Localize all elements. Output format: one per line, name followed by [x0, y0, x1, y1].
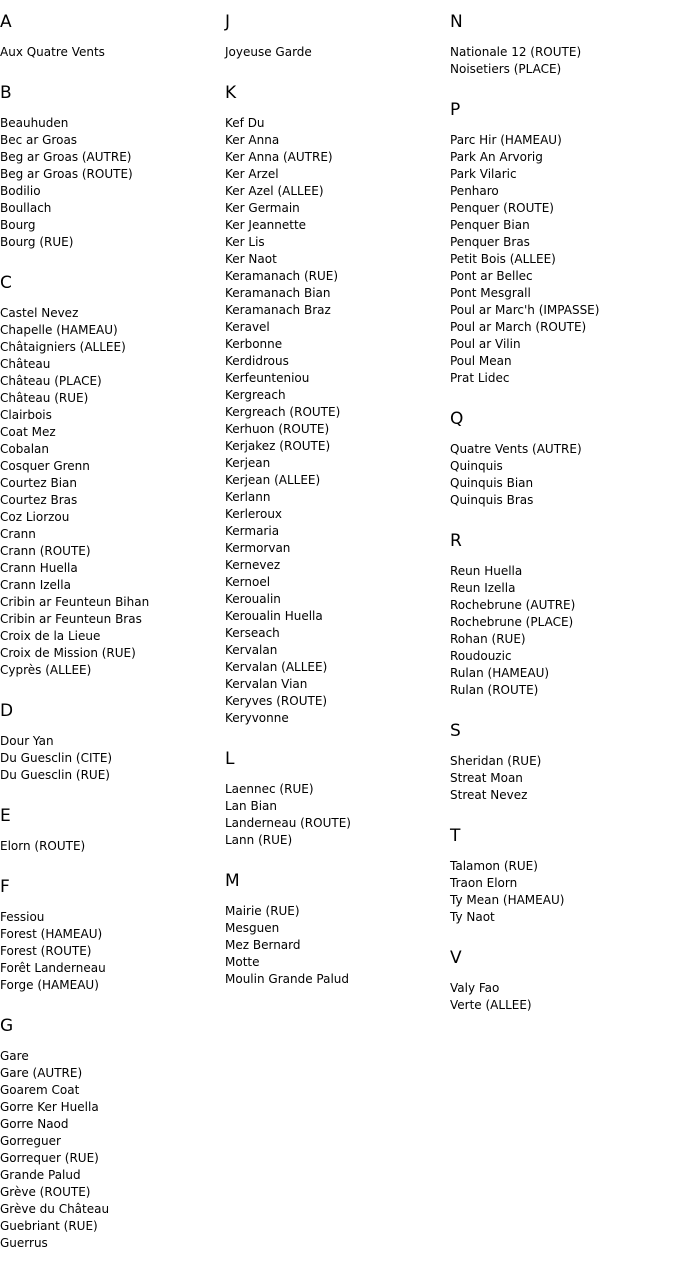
street-list	[0, 838, 225, 855]
letter-heading: V	[450, 948, 462, 968]
street-link[interactable]: Reun Huella	[450, 564, 523, 578]
street-link[interactable]: Ty Mean (HAMEAU)	[450, 893, 565, 907]
letter-heading: B	[0, 83, 12, 103]
street-list	[450, 980, 675, 1014]
street-list	[450, 441, 675, 509]
letter-section-n	[450, 12, 675, 78]
street-list	[0, 115, 225, 251]
letter-heading: P	[450, 100, 461, 120]
street-link[interactable]: Kerseach	[225, 626, 280, 640]
street-link[interactable]: Du Guesclin (RUE)	[0, 768, 110, 782]
street-list	[450, 858, 675, 926]
street-link[interactable]: Guerrus	[0, 1236, 48, 1250]
street-link[interactable]: Kerhuon (ROUTE)	[225, 422, 330, 436]
street-link[interactable]: Châtaigniers (ALLEE)	[0, 340, 126, 354]
street-link[interactable]: Bourg (RUE)	[0, 235, 74, 249]
street-link[interactable]: Pont Mesgrall	[450, 286, 531, 300]
street-link[interactable]: Forge (HAMEAU)	[0, 978, 99, 992]
street-link[interactable]: Kerjean	[225, 456, 271, 470]
street-link[interactable]: Ker Germain	[225, 201, 300, 215]
street-link[interactable]: Château	[0, 357, 51, 371]
letter-section-l	[225, 749, 450, 849]
letter-section-b	[0, 83, 225, 251]
street-list	[450, 563, 675, 699]
street-link[interactable]: Cribin ar Feunteun Bihan	[0, 595, 150, 609]
street-link[interactable]: Beg ar Groas (AUTRE)	[0, 150, 132, 164]
street-link[interactable]: Nationale 12 (ROUTE)	[450, 45, 582, 59]
street-link[interactable]: Kerleroux	[225, 507, 283, 521]
column-1	[0, 0, 225, 1274]
street-link[interactable]: Keroualin	[225, 592, 281, 606]
street-link[interactable]: Kef Du	[225, 116, 265, 130]
street-link[interactable]: Park An Arvorig	[450, 150, 543, 164]
street-list	[0, 1048, 225, 1252]
street-link[interactable]: Boullach	[0, 201, 52, 215]
column-3	[450, 0, 675, 1036]
letter-section-q	[450, 409, 675, 509]
street-link[interactable]: Kernevez	[225, 558, 281, 572]
street-link[interactable]: Chapelle (HAMEAU)	[0, 323, 118, 337]
street-link[interactable]: Kerlann	[225, 490, 271, 504]
street-link[interactable]: Penquer (ROUTE)	[450, 201, 554, 215]
street-link[interactable]: Clairbois	[0, 408, 52, 422]
letter-heading: C	[0, 273, 12, 293]
street-link[interactable]: Château (PLACE)	[0, 374, 102, 388]
street-list	[450, 44, 675, 78]
street-link[interactable]: Quatre Vents (AUTRE)	[450, 442, 582, 456]
column-2	[225, 0, 450, 1010]
street-link[interactable]: Lann (RUE)	[225, 833, 293, 847]
street-link[interactable]: Gare	[0, 1049, 29, 1063]
street-link[interactable]: Poul Mean	[450, 354, 512, 368]
street-list	[450, 753, 675, 804]
street-link[interactable]: Croix de Mission (RUE)	[0, 646, 136, 660]
letter-section-e	[0, 806, 225, 855]
street-link[interactable]: Ker Naot	[225, 252, 277, 266]
letter-heading: L	[225, 749, 235, 769]
letter-heading: G	[0, 1016, 14, 1036]
letter-heading: J	[225, 12, 231, 32]
street-link[interactable]: Penharo	[450, 184, 499, 198]
street-link[interactable]: Noisetiers (PLACE)	[450, 62, 562, 76]
street-link[interactable]: Gorreguer	[0, 1134, 61, 1148]
street-link[interactable]: Rochebrune (AUTRE)	[450, 598, 576, 612]
letter-heading: S	[450, 721, 461, 741]
street-link[interactable]: Kergreach	[225, 388, 286, 402]
street-link[interactable]: Courtez Bian	[0, 476, 77, 490]
street-link[interactable]: Ker Lis	[225, 235, 265, 249]
street-link[interactable]: Grève (ROUTE)	[0, 1185, 91, 1199]
street-link[interactable]: Motte	[225, 955, 260, 969]
street-link[interactable]: Keroualin Huella	[225, 609, 323, 623]
letter-section-p	[450, 100, 675, 387]
street-link[interactable]: Keryves (ROUTE)	[225, 694, 328, 708]
letter-heading: Q	[450, 409, 464, 429]
letter-section-m	[225, 871, 450, 988]
street-link[interactable]: Keramanach (RUE)	[225, 269, 339, 283]
street-link[interactable]: Keramanach Bian	[225, 286, 331, 300]
street-link[interactable]: Kervalan Vian	[225, 677, 308, 691]
street-link[interactable]: Cobalan	[0, 442, 49, 456]
street-link[interactable]: Kervalan (ALLEE)	[225, 660, 328, 674]
street-link[interactable]: Mairie (RUE)	[225, 904, 300, 918]
letter-heading: T	[450, 826, 461, 846]
street-link[interactable]: Forest (ROUTE)	[0, 944, 92, 958]
street-list	[225, 903, 450, 988]
letter-section-k	[225, 83, 450, 727]
letter-heading: K	[225, 83, 237, 103]
letter-section-a	[0, 12, 225, 61]
street-link[interactable]: Croix de la Lieue	[0, 629, 101, 643]
letter-heading: M	[225, 871, 240, 891]
street-link[interactable]: Gorre Naod	[0, 1117, 69, 1131]
street-link[interactable]: Bec ar Groas	[0, 133, 78, 147]
street-link[interactable]: Ker Azel (ALLEE)	[225, 184, 324, 198]
street-link[interactable]: Parc Hir (HAMEAU)	[450, 133, 562, 147]
street-link[interactable]: Traon Elorn	[450, 876, 518, 890]
street-link[interactable]: Rulan (ROUTE)	[450, 683, 539, 697]
street-link[interactable]: Bodilio	[0, 184, 41, 198]
street-link[interactable]: Kerbonne	[225, 337, 283, 351]
letter-heading: D	[0, 701, 14, 721]
street-link[interactable]: Rohan (RUE)	[450, 632, 526, 646]
street-list	[225, 115, 450, 727]
street-link[interactable]: Kerdidrous	[225, 354, 289, 368]
street-link[interactable]: Ker Arzel	[225, 167, 279, 181]
street-link[interactable]: Gorre Ker Huella	[0, 1100, 99, 1114]
street-link[interactable]: Joyeuse Garde	[225, 45, 312, 59]
letter-section-r	[450, 531, 675, 699]
street-link[interactable]: Verte (ALLEE)	[450, 998, 532, 1012]
letter-heading: R	[450, 531, 462, 551]
street-link[interactable]: Forest (HAMEAU)	[0, 927, 103, 941]
street-link[interactable]: Streat Nevez	[450, 788, 528, 802]
street-link[interactable]: Ker Anna (AUTRE)	[225, 150, 333, 164]
street-link[interactable]: Castel Nevez	[0, 306, 79, 320]
street-link[interactable]: Sheridan (RUE)	[450, 754, 542, 768]
street-link[interactable]: Fessiou	[0, 910, 45, 924]
street-link[interactable]: Ty Naot	[450, 910, 495, 924]
street-link[interactable]: Lan Bian	[225, 799, 277, 813]
street-link[interactable]: Kermorvan	[225, 541, 291, 555]
street-link[interactable]: Château (RUE)	[0, 391, 89, 405]
street-link[interactable]: Kergreach (ROUTE)	[225, 405, 341, 419]
street-link[interactable]: Coat Mez	[0, 425, 56, 439]
street-link[interactable]: Kermaria	[225, 524, 280, 538]
letter-heading: A	[0, 12, 12, 32]
street-link[interactable]: Cosquer Grenn	[0, 459, 90, 473]
street-link[interactable]: Laennec (RUE)	[225, 782, 314, 796]
street-link[interactable]: Talamon (RUE)	[450, 859, 538, 873]
street-link[interactable]: Quinquis Bras	[450, 493, 534, 507]
street-link[interactable]: Forêt Landerneau	[0, 961, 106, 975]
street-link[interactable]: Coz Liorzou	[0, 510, 70, 524]
street-link[interactable]: Dour Yan	[0, 734, 54, 748]
street-link[interactable]: Kerjean (ALLEE)	[225, 473, 321, 487]
letter-section-c	[0, 273, 225, 679]
street-link[interactable]: Penquer Bian	[450, 218, 530, 232]
street-link[interactable]: Mez Bernard	[225, 938, 301, 952]
street-link[interactable]: Aux Quatre Vents	[0, 45, 105, 59]
street-link[interactable]: Ker Jeannette	[225, 218, 307, 232]
street-list	[0, 733, 225, 784]
street-link[interactable]: Prat Lidec	[450, 371, 510, 385]
street-link[interactable]: Poul ar Vilin	[450, 337, 521, 351]
street-link[interactable]: Bourg	[0, 218, 36, 232]
street-link[interactable]: Crann (ROUTE)	[0, 544, 91, 558]
street-link[interactable]: Crann	[0, 527, 36, 541]
street-link[interactable]: Crann Izella	[0, 578, 71, 592]
street-link[interactable]: Gare (AUTRE)	[0, 1066, 83, 1080]
street-link[interactable]: Quinquis Bian	[450, 476, 534, 490]
letter-section-g	[0, 1016, 225, 1252]
street-link[interactable]: Elorn (ROUTE)	[0, 839, 86, 853]
street-link[interactable]: Rochebrune (PLACE)	[450, 615, 574, 629]
street-link[interactable]: Quinquis	[450, 459, 503, 473]
letter-section-f	[0, 877, 225, 994]
street-link[interactable]: Du Guesclin (CITE)	[0, 751, 113, 765]
street-link[interactable]: Kervalan	[225, 643, 278, 657]
street-link[interactable]: Kerjakez (ROUTE)	[225, 439, 331, 453]
street-link[interactable]: Petit Bois (ALLEE)	[450, 252, 556, 266]
street-link[interactable]: Cyprès (ALLEE)	[0, 663, 92, 677]
letter-heading: E	[0, 806, 11, 826]
letter-heading: N	[450, 12, 463, 32]
street-link[interactable]: Penquer Bras	[450, 235, 530, 249]
street-link[interactable]: Streat Moan	[450, 771, 523, 785]
street-link[interactable]: Keravel	[225, 320, 270, 334]
street-list	[0, 305, 225, 679]
street-link[interactable]: Kerfeunteniou	[225, 371, 310, 385]
street-link[interactable]: Rulan (HAMEAU)	[450, 666, 550, 680]
street-link[interactable]: Grande Palud	[0, 1168, 81, 1182]
street-link[interactable]: Cribin ar Feunteun Bras	[0, 612, 142, 626]
street-link[interactable]: Guebriant (RUE)	[0, 1219, 98, 1233]
street-link[interactable]: Kernoel	[225, 575, 271, 589]
street-list	[225, 781, 450, 849]
street-link[interactable]: Mesguen	[225, 921, 280, 935]
street-link[interactable]: Goarem Coat	[0, 1083, 80, 1097]
letter-section-j	[225, 12, 450, 61]
street-link[interactable]: Pont ar Bellec	[450, 269, 533, 283]
street-link[interactable]: Roudouzic	[450, 649, 512, 663]
letter-section-d	[0, 701, 225, 784]
street-link[interactable]: Poul ar March (ROUTE)	[450, 320, 587, 334]
letter-heading: F	[0, 877, 10, 897]
street-link[interactable]: Ker Anna	[225, 133, 280, 147]
street-link[interactable]: Keryvonne	[225, 711, 289, 725]
street-link[interactable]: Moulin Grande Palud	[225, 972, 350, 986]
street-list	[225, 44, 450, 61]
street-list	[0, 44, 225, 61]
letter-section-v	[450, 948, 675, 1014]
street-link[interactable]: Park Vilaric	[450, 167, 517, 181]
letter-section-t	[450, 826, 675, 926]
street-link[interactable]: Courtez Bras	[0, 493, 78, 507]
street-list	[450, 132, 675, 387]
street-link[interactable]: Gorrequer (RUE)	[0, 1151, 99, 1165]
street-link[interactable]: Beauhuden	[0, 116, 69, 130]
street-link[interactable]: Landerneau (ROUTE)	[225, 816, 351, 830]
letter-section-s	[450, 721, 675, 804]
street-link[interactable]: Crann Huella	[0, 561, 78, 575]
street-list	[0, 909, 225, 994]
street-link[interactable]: Reun Izella	[450, 581, 516, 595]
street-link[interactable]: Keramanach Braz	[225, 303, 331, 317]
street-link[interactable]: Grève du Château	[0, 1202, 110, 1216]
street-link[interactable]: Valy Fao	[450, 981, 500, 995]
street-link[interactable]: Beg ar Groas (ROUTE)	[0, 167, 133, 181]
street-link[interactable]: Poul ar Marc'h (IMPASSE)	[450, 303, 600, 317]
